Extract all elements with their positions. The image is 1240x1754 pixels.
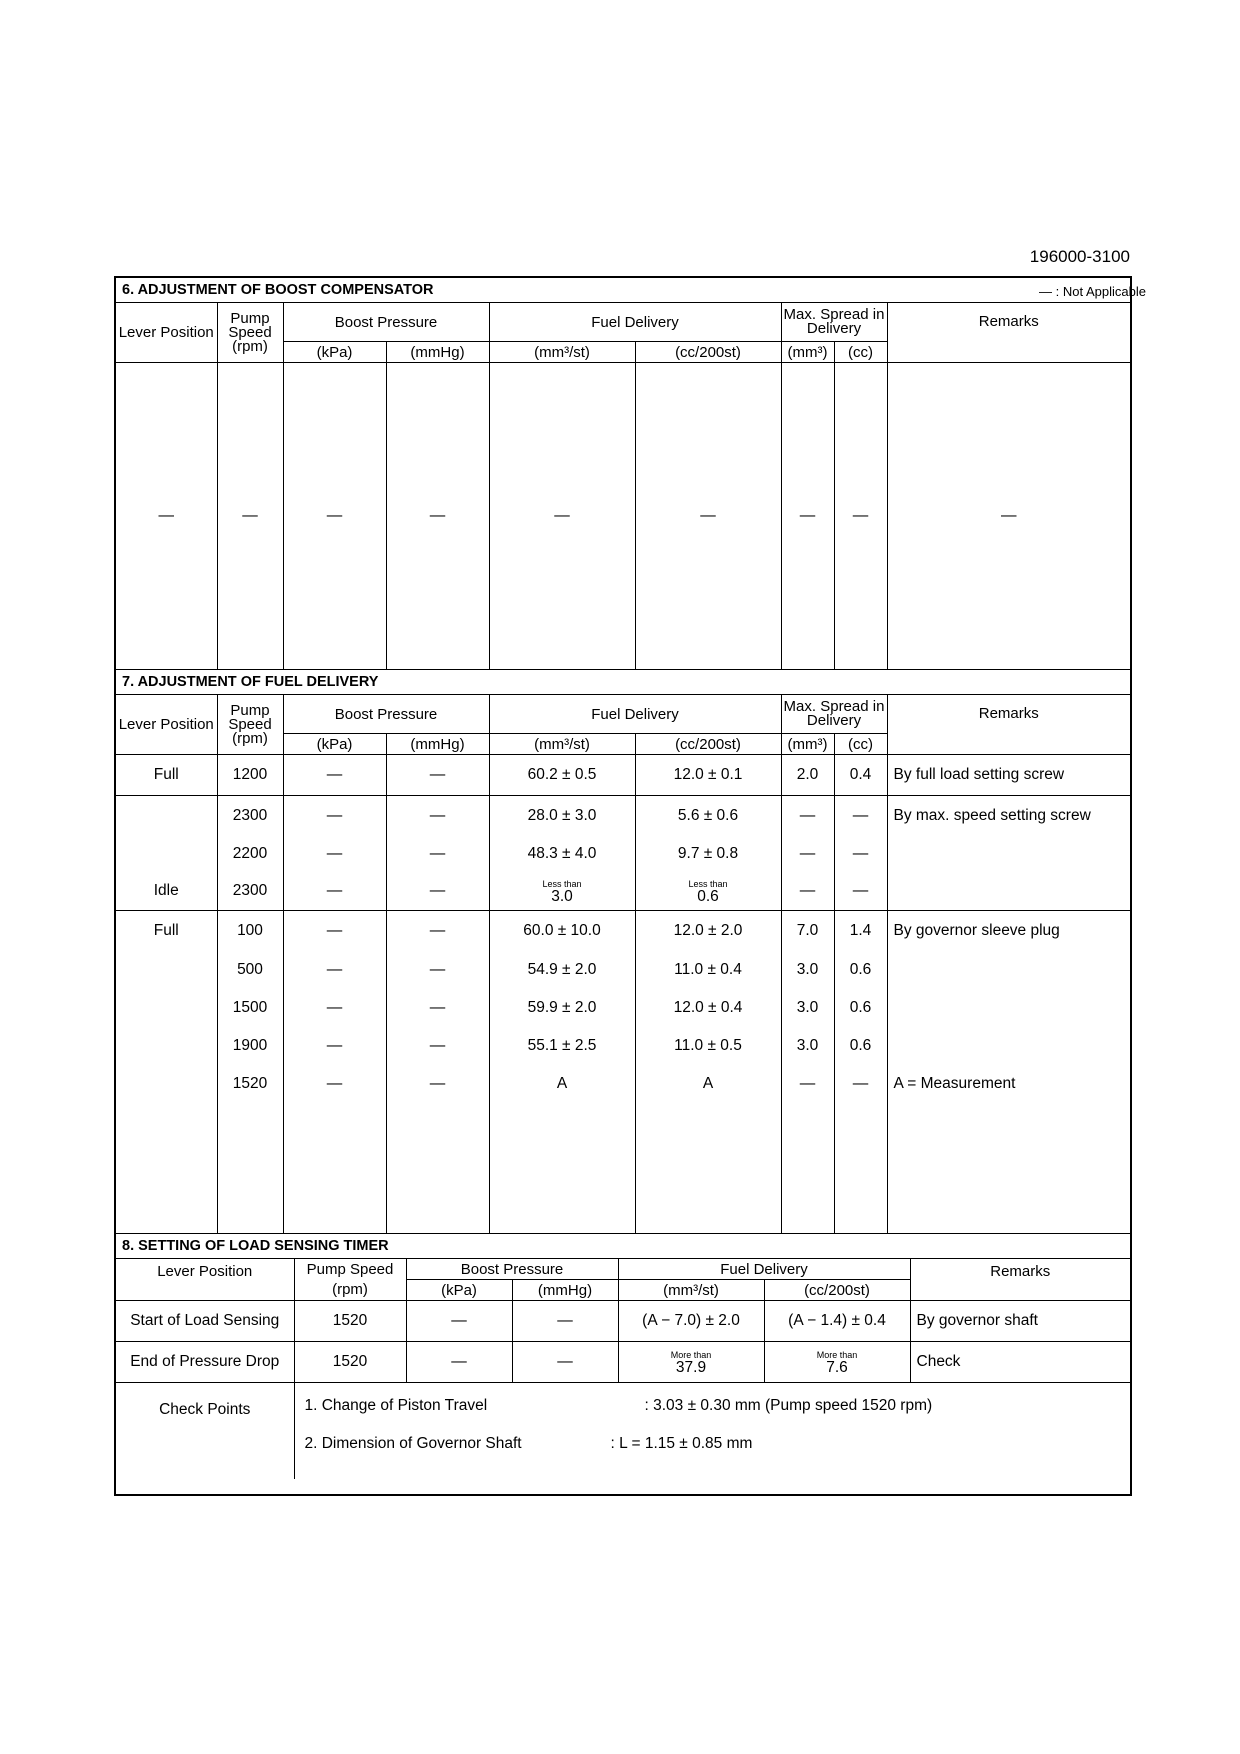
cell-spread-mm3: —	[781, 872, 834, 911]
cell-mm3	[489, 872, 635, 911]
pump-speed-header: Pump Speed (rpm)	[217, 303, 283, 363]
cell-remarks: —	[887, 363, 1130, 670]
check-points-row	[116, 1383, 1130, 1480]
cell-mmhg: —	[386, 836, 489, 872]
cell-remarks	[887, 989, 1130, 1027]
cell-spread-mm3: —	[781, 796, 834, 837]
table-row	[116, 796, 1130, 837]
cell-speed: 1200	[217, 755, 283, 796]
table-row	[116, 1027, 1130, 1065]
cell-spread-cc: 0.6	[834, 989, 887, 1027]
cell-mm3: A	[489, 1065, 635, 1103]
cell-speed: 2300	[217, 872, 283, 911]
kpa-unit: (kPa)	[283, 342, 386, 363]
cell-lever: —	[116, 363, 217, 670]
cell-remarks	[887, 872, 1130, 911]
cell-mmhg: —	[386, 911, 489, 952]
cell-mmhg: —	[386, 1065, 489, 1103]
cell-speed: 2200	[217, 836, 283, 872]
mmhg-unit: (mmHg)	[386, 734, 489, 755]
cell-lever: End of Pressure Drop	[116, 1342, 294, 1383]
cell-mmhg: —	[386, 951, 489, 989]
cell-lever: Full	[116, 911, 217, 952]
cc-unit: (cc)	[834, 342, 887, 363]
cell-mmhg: —	[386, 796, 489, 837]
cell-speed: 1520	[294, 1342, 406, 1383]
table-row	[116, 1301, 1130, 1342]
cell-remarks: By governor sleeve plug	[887, 911, 1130, 952]
table-row	[116, 755, 1130, 796]
cell-cc: —	[635, 363, 781, 670]
cell-cc: 12.0 ± 2.0	[635, 911, 781, 952]
check-point-1-value: : 3.03 ± 0.30 mm (Pump speed 1520 rpm)	[644, 1397, 933, 1414]
cell-cc: 11.0 ± 0.4	[635, 951, 781, 989]
cc200st-unit: (cc/200st)	[764, 1280, 910, 1301]
cell-remarks: By max. speed setting screw	[887, 796, 1130, 837]
cell-mmhg: —	[386, 872, 489, 911]
cell-mm3-value: 3.0	[551, 887, 573, 905]
table-row	[116, 951, 1130, 989]
section-6-row	[116, 363, 1130, 670]
cell-spread-mm3: —	[781, 1065, 834, 1103]
empty-cell	[217, 1103, 283, 1234]
check-point-1	[305, 1397, 1131, 1435]
more-than-note: More than	[670, 1349, 712, 1360]
cell-speed: 1520	[294, 1301, 406, 1342]
cell-spread-cc: —	[834, 363, 887, 670]
boost-pressure-header: Boost Pressure	[283, 303, 489, 342]
section-6-title	[116, 278, 1146, 303]
cell-spread-mm3: 2.0	[781, 755, 834, 796]
cell-mm3: —	[489, 363, 635, 670]
cell-lever	[116, 989, 217, 1027]
empty-cell	[283, 1103, 386, 1234]
cc-unit: (cc)	[834, 734, 887, 755]
empty-cell	[489, 1103, 635, 1234]
cell-remarks: A = Measurement	[887, 1065, 1130, 1103]
cell-spread-cc: —	[834, 796, 887, 837]
cell-cc	[635, 872, 781, 911]
cell-kpa: —	[283, 911, 386, 952]
cell-mm3: 60.2 ± 0.5	[489, 755, 635, 796]
pump-speed-header: Pump Speed (rpm)	[217, 695, 283, 755]
cc200st-unit: (cc/200st)	[635, 342, 781, 363]
cell-cc: 12.0 ± 0.1	[635, 755, 781, 796]
cell-mm3: 55.1 ± 2.5	[489, 1027, 635, 1065]
cell-remarks: By full load setting screw	[887, 755, 1130, 796]
cell-mm3	[618, 1342, 764, 1383]
cell-remarks: Check	[910, 1342, 1130, 1383]
cell-remarks	[887, 836, 1130, 872]
mmhg-unit: (mmHg)	[386, 342, 489, 363]
cell-remarks: By governor shaft	[910, 1301, 1130, 1342]
cc200st-unit: (cc/200st)	[635, 734, 781, 755]
cell-spread-cc: 0.6	[834, 1027, 887, 1065]
cell-kpa: —	[406, 1301, 512, 1342]
mm3st-unit: (mm³/st)	[489, 734, 635, 755]
not-applicable-note: — : Not Applicable	[1039, 284, 1146, 299]
cell-cc: A	[635, 1065, 781, 1103]
cell-spread-mm3: 3.0	[781, 1027, 834, 1065]
cell-spread-mm3: 3.0	[781, 989, 834, 1027]
less-than-note: Less than	[688, 878, 728, 889]
cell-speed: 1900	[217, 1027, 283, 1065]
section-7-title: 7. ADJUSTMENT OF FUEL DELIVERY	[116, 670, 1130, 695]
empty-cell	[834, 1103, 887, 1234]
cell-speed: 1520	[217, 1065, 283, 1103]
cell-spread-mm3: 7.0	[781, 911, 834, 952]
cell-kpa: —	[283, 951, 386, 989]
more-than-note: More than	[816, 1349, 858, 1360]
cell-mm3: 28.0 ± 3.0	[489, 796, 635, 837]
mm3st-unit: (mm³/st)	[489, 342, 635, 363]
section-6-title-text: 6. ADJUSTMENT OF BOOST COMPENSATOR	[122, 282, 434, 298]
cell-spread-mm3: 3.0	[781, 951, 834, 989]
cell-lever	[116, 1027, 217, 1065]
rpm-unit: (rpm)	[294, 1280, 406, 1301]
cell-cc-value: 0.6	[697, 887, 719, 905]
check-points-content	[294, 1383, 1130, 1480]
cell-kpa: —	[283, 796, 386, 837]
cell-lever: Full	[116, 755, 217, 796]
cell-mm3: 54.9 ± 2.0	[489, 951, 635, 989]
table-row	[116, 872, 1130, 911]
cell-spread-cc: 0.4	[834, 755, 887, 796]
cell-mmhg: —	[386, 1027, 489, 1065]
table-row	[116, 911, 1130, 952]
cell-kpa: —	[283, 1027, 386, 1065]
empty-cell	[887, 1103, 1130, 1234]
table-row	[116, 1342, 1130, 1383]
empty-cell	[781, 1103, 834, 1234]
cell-spread-cc: —	[834, 836, 887, 872]
cell-mm3-value: 37.9	[675, 1358, 707, 1376]
cell-cc: (A − 1.4) ± 0.4	[764, 1301, 910, 1342]
empty-cell	[116, 1103, 217, 1234]
cell-cc: 9.7 ± 0.8	[635, 836, 781, 872]
cell-mmhg: —	[512, 1342, 618, 1383]
cell-speed: 1500	[217, 989, 283, 1027]
remarks-header: Remarks	[910, 1259, 1130, 1301]
cell-mm3: (A − 7.0) ± 2.0	[618, 1301, 764, 1342]
cell-kpa: —	[283, 363, 386, 670]
table-row-filler	[116, 1103, 1130, 1234]
section-8-title: 8. SETTING OF LOAD SENSING TIMER	[116, 1234, 1130, 1259]
cell-mmhg: —	[386, 363, 489, 670]
max-spread-header: Max. Spread in Delivery	[781, 303, 887, 342]
fuel-delivery-header: Fuel Delivery	[489, 303, 781, 342]
cell-lever: Start of Load Sensing	[116, 1301, 294, 1342]
kpa-unit: (kPa)	[406, 1280, 512, 1301]
fuel-delivery-header: Fuel Delivery	[618, 1259, 910, 1280]
table-row	[116, 1065, 1130, 1103]
fuel-delivery-header: Fuel Delivery	[489, 695, 781, 734]
empty-cell	[386, 1103, 489, 1234]
mmhg-unit: (mmHg)	[512, 1280, 618, 1301]
mm3st-unit: (mm³/st)	[618, 1280, 764, 1301]
cell-spread-cc: 0.6	[834, 951, 887, 989]
cell-kpa: —	[283, 872, 386, 911]
cell-lever	[116, 836, 217, 872]
check-point-1-label: 1. Change of Piston Travel	[304, 1397, 488, 1414]
cell-lever	[116, 951, 217, 989]
cell-spread-mm3: —	[781, 363, 834, 670]
cell-cc	[764, 1342, 910, 1383]
cell-cc: 5.6 ± 0.6	[635, 796, 781, 837]
table-row	[116, 836, 1130, 872]
cell-kpa: —	[406, 1342, 512, 1383]
section-6-table	[116, 278, 1146, 670]
cell-remarks	[887, 951, 1130, 989]
cell-mmhg: —	[386, 755, 489, 796]
cell-spread-cc: —	[834, 1065, 887, 1103]
cell-speed: —	[217, 363, 283, 670]
remarks-header: Remarks	[887, 695, 1130, 755]
section-8-table	[116, 1234, 1130, 1479]
check-point-2	[305, 1435, 1131, 1453]
less-than-note: Less than	[542, 878, 582, 889]
cell-kpa: —	[283, 1065, 386, 1103]
cell-kpa: —	[283, 755, 386, 796]
cell-spread-cc: —	[834, 872, 887, 911]
cell-cc: 11.0 ± 0.5	[635, 1027, 781, 1065]
lever-position-header: Lever Position	[116, 1259, 294, 1301]
remarks-header: Remarks	[887, 303, 1130, 363]
mm3-unit: (mm³)	[781, 734, 834, 755]
cell-speed: 2300	[217, 796, 283, 837]
cell-cc: 12.0 ± 0.4	[635, 989, 781, 1027]
cell-spread-mm3: —	[781, 836, 834, 872]
cell-lever: Idle	[116, 872, 217, 911]
adjustment-sheet	[114, 276, 1146, 1496]
cell-mm3: 59.9 ± 2.0	[489, 989, 635, 1027]
cell-mm3: 48.3 ± 4.0	[489, 836, 635, 872]
table-row	[116, 989, 1130, 1027]
cell-speed: 100	[217, 911, 283, 952]
max-spread-header: Max. Spread in Delivery	[781, 695, 887, 734]
document-number: 196000-3100	[1029, 247, 1130, 266]
cell-mmhg: —	[386, 989, 489, 1027]
check-point-2-label: 2. Dimension of Governor Shaft	[304, 1435, 522, 1452]
lever-position-header: Lever Position	[116, 695, 217, 755]
section-7-table	[116, 670, 1130, 1234]
cell-lever	[116, 1065, 217, 1103]
mm3-unit: (mm³)	[781, 342, 834, 363]
cell-mmhg: —	[512, 1301, 618, 1342]
cell-lever	[116, 796, 217, 837]
boost-pressure-header: Boost Pressure	[283, 695, 489, 734]
cell-speed: 500	[217, 951, 283, 989]
cell-spread-cc: 1.4	[834, 911, 887, 952]
cell-kpa: —	[283, 836, 386, 872]
cell-remarks	[887, 1027, 1130, 1065]
lever-position-header: Lever Position	[116, 303, 217, 363]
cell-mm3: 60.0 ± 10.0	[489, 911, 635, 952]
check-point-2-value: : L = 1.15 ± 0.85 mm	[610, 1435, 753, 1452]
check-points-label: Check Points	[116, 1383, 294, 1480]
kpa-unit: (kPa)	[283, 734, 386, 755]
empty-cell	[635, 1103, 781, 1234]
pump-speed-header: Pump Speed	[294, 1259, 406, 1280]
cell-cc-value: 7.6	[826, 1358, 848, 1376]
boost-pressure-header: Boost Pressure	[406, 1259, 618, 1280]
cell-kpa: —	[283, 989, 386, 1027]
